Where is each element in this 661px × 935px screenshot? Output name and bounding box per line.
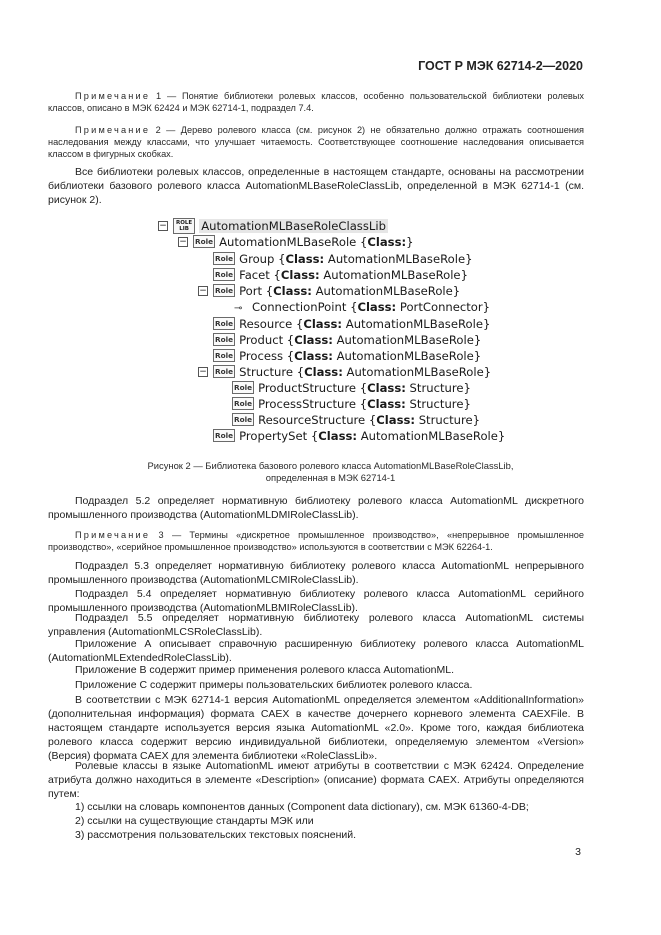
paragraph-6: Приложение А описывает справочную расширенную библиотеку ролевого класса AutomationML (AutomationMLExtendedRoleClassLib). <box>48 638 584 664</box>
role-icon: Role <box>195 237 214 246</box>
paragraph-5: Подраздел 5.5 определяет нормативную библиотеку ролевого класса AutomationML системы управления (AutomationMLCSRoleClassLib). <box>48 612 584 638</box>
tree-item-product-structure[interactable]: Role ProductStructure {Class: Structure} <box>234 381 471 395</box>
document-header: ГОСТ Р МЭК 62714-2—2020 <box>418 59 583 73</box>
note-2-num: 2 <box>155 125 161 135</box>
tree-item-property-set[interactable]: Role PropertySet {Class: AutomationMLBaseRole} <box>215 429 506 443</box>
tree-item-group[interactable]: Role Group {Class: AutomationMLBaseRole} <box>215 252 473 266</box>
role-icon: Role <box>215 431 234 440</box>
note-2-text: — Дерево ролевого класса (см. рисунок 2) не обязательно должно отражать соотношения наследования между классами, что улучшает читаемость. Соответствующее соотношение наследования описывается классом в фигурных скобках. <box>48 125 584 159</box>
paragraph-10: Ролевые классы в языке AutomationML имеют атрибуты в соответствии с МЭК 62424. Определение атрибута должно находиться в элементе «Description» (описание) формата CAEX. Атрибуты определяются путем: <box>48 760 584 800</box>
role-icon: Role <box>215 319 234 328</box>
tree-item-process[interactable]: Role Process {Class: AutomationMLBaseRole} <box>215 349 482 363</box>
role-icon: Role <box>215 270 234 279</box>
paragraph-7: Приложение B содержит пример применения ролевого класса AutomationML. <box>75 664 455 676</box>
page-number: 3 <box>575 846 581 858</box>
tree-root[interactable] <box>158 218 388 234</box>
role-icon: Role <box>215 367 234 376</box>
tree-base-role-label: AutomationMLBaseRole <box>219 235 357 249</box>
note-1-text: — Понятие библиотеки ролевых классов, особенно пользовательской библиотеки ролевых классов, описано в МЭК 62424 и МЭК 62714-1, подраздел 7.4. <box>48 91 585 113</box>
note-1 <box>48 90 584 114</box>
paragraph-9: В соответствии с МЭК 62714-1 версия AutomationML определяется элементом «AdditionalInformation» (дополнительная информация) формата CAEX в качестве дочернего корневого элемента CAEXFile. В настоящем стандарте используется версия языка AutomationML «2.0». Кроме того, каждая библиотека ролевого класса содержит версию индивидуальной библиотеки, определяемую элементом «Version» (Версия) формата CAEX для элемента библиотеки «RoleClassLib». <box>48 694 584 762</box>
tree-item-port[interactable]: − Role Port {Class: AutomationMLBaseRole} <box>199 284 461 298</box>
note-3-label: Примечание <box>75 530 151 540</box>
note-3-num: 3 <box>158 530 164 540</box>
note-1-label: Примечание <box>75 91 151 101</box>
role-icon: Role <box>215 351 234 360</box>
role-icon: Role <box>215 254 234 263</box>
note-1-num: 1 <box>156 91 162 101</box>
list-item-1: 1) ссылки на словарь компонентов данных (Component data dictionary), см. МЭК 61360-4-DB; <box>75 801 529 813</box>
tree-base-role[interactable]: − Role AutomationMLBaseRole {Class:} <box>179 235 414 249</box>
role-lib-icon: ROLE LIB <box>173 218 195 234</box>
role-icon: Role <box>234 415 253 424</box>
tree-root-label: AutomationMLBaseRoleClassLib <box>201 219 386 233</box>
tree-item-connection-point[interactable]: ⊸ ConnectionPoint {Class: PortConnector} <box>234 299 490 315</box>
list-item-3: 3) рассмотрения пользовательских текстовых пояснений. <box>75 829 357 841</box>
tree-item-structure[interactable]: − Role Structure {Class: AutomationMLBaseRole} <box>199 365 492 379</box>
collapse-icon[interactable]: − <box>199 366 207 377</box>
collapse-icon[interactable]: − <box>199 285 207 296</box>
collapse-icon[interactable]: − <box>159 220 167 231</box>
note-3-text: — Термины «дискретное промышленное производство», «непрерывное промышленное производство», «серийное промышленное производство» используются в соответствии с МЭК 62264-1. <box>48 530 584 552</box>
role-icon: Role <box>234 399 253 408</box>
collapse-icon[interactable]: − <box>179 236 187 247</box>
port-connector-icon: ⊸ <box>234 303 243 314</box>
tree-item-process-structure[interactable]: Role ProcessStructure {Class: Structure} <box>234 397 471 411</box>
paragraph-4: Подраздел 5.4 определяет нормативную библиотеку ролевого класса AutomationML серийного промышленного производства (AutomationMLBMIRoleClassLib). <box>48 588 584 614</box>
paragraph-8: Приложение C содержит примеры пользовательских библиотек ролевого класса. <box>75 679 473 691</box>
paragraph-2: Подраздел 5.2 определяет нормативную библиотеку ролевого класса AutomationML дискретного промышленного производства (AutomationMLDMIRoleClassLib). <box>48 495 584 521</box>
note-3 <box>48 529 584 553</box>
figure-caption-line-2: определенная в МЭК 62714-1 <box>265 472 396 483</box>
figure-caption-line-1: Рисунок 2 — Библиотека базового ролевого класса AutomationMLBaseRoleClassLib, <box>147 460 514 471</box>
tree-item-product[interactable]: Role Product {Class: AutomationMLBaseRole} <box>215 333 482 347</box>
tree-item-facet[interactable]: Role Facet {Class: AutomationMLBaseRole} <box>215 268 468 282</box>
class-keyword: Class: <box>367 235 407 249</box>
note-2-label: Примечание <box>75 125 151 135</box>
paragraph-1: Все библиотеки ролевых классов, определенные в настоящем стандарте, основаны на рассмотрении библиотеки базового ролевого класса AutomationMLBaseRoleClassLib, определенной в МЭК 62714-1 (см. рисунок 2). <box>48 166 584 206</box>
role-icon: Role <box>215 286 234 295</box>
tree-item-resource[interactable]: Role Resource {Class: AutomationMLBaseRole} <box>215 317 491 331</box>
note-2 <box>48 124 584 160</box>
list-item-2: 2) ссылки на существующие стандарты МЭК или <box>75 815 314 827</box>
role-icon: Role <box>234 383 253 392</box>
tree-item-resource-structure[interactable]: Role ResourceStructure {Class: Structure} <box>234 413 481 427</box>
role-icon: Role <box>215 335 234 344</box>
paragraph-3: Подраздел 5.3 определяет нормативную библиотеку ролевого класса AutomationML непрерывного промышленного производства (AutomationMLCMIRoleClassLib). <box>48 560 584 586</box>
